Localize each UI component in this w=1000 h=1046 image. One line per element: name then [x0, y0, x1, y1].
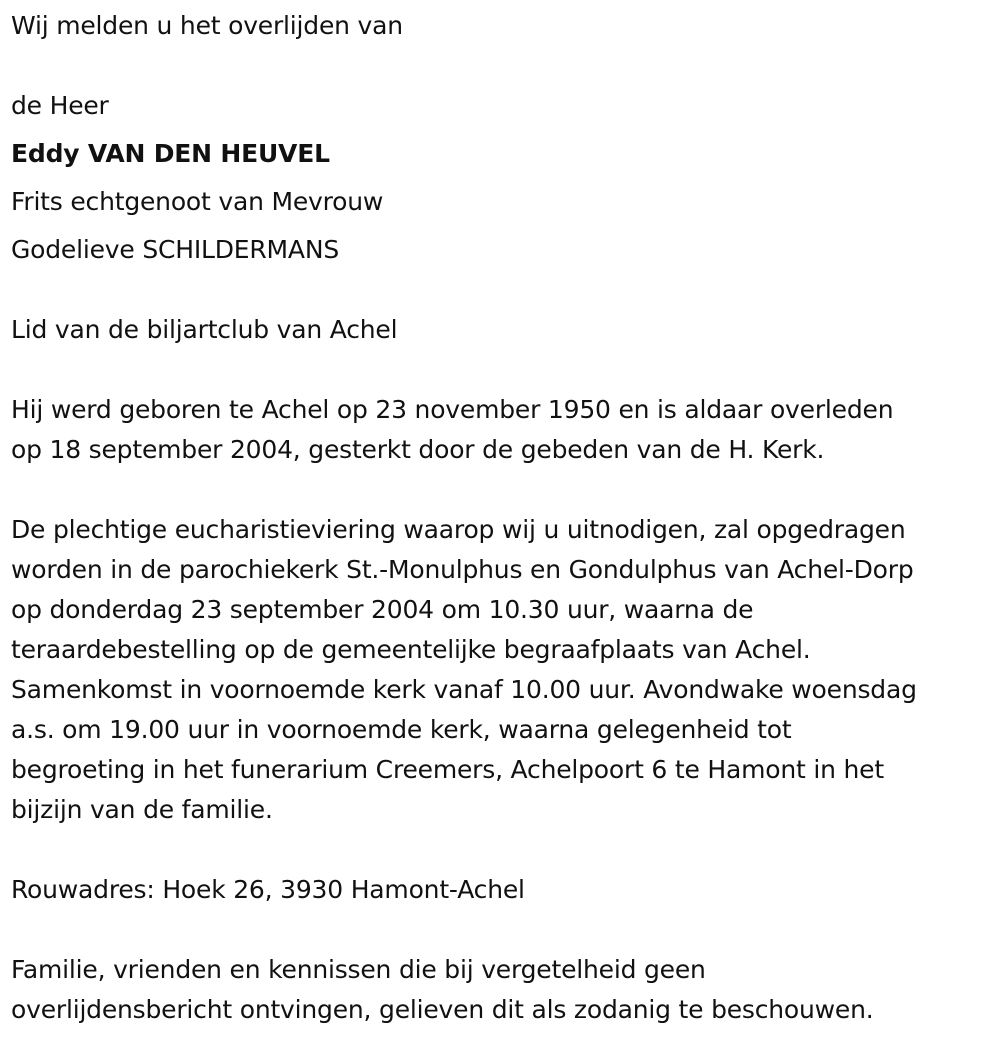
deceased-name: Eddy VAN DEN HEUVEL [11, 139, 330, 168]
paragraph-line: op 18 september 2004, gesterkt door de gebeden van de H. Kerk. [11, 435, 825, 464]
spouse-line-2: Godelieve SCHILDERMANS [11, 235, 339, 264]
spacer [11, 830, 991, 870]
paragraph-line: op donderdag 23 september 2004 om 10.30 uur, waarna de [11, 595, 754, 624]
intro-text: Wij melden u het overlijden van [11, 11, 403, 40]
paragraph-line: begroeting in het funerarium Creemers, Achelpoort 6 te Hamont in het [11, 755, 884, 784]
spouse-line-1: Frits echtgenoot van Mevrouw [11, 187, 384, 216]
paragraph-line: teraardebestelling op de gemeentelijke begraafplaats van Achel. [11, 635, 811, 664]
paragraph-line: De plechtige eucharistieviering waarop wij u uitnodigen, zal opgedragen [11, 515, 906, 544]
paragraph-line: Hij werd geboren te Achel op 23 november 1950 en is aldaar overleden [11, 395, 894, 424]
closing-paragraph [11, 950, 991, 1030]
membership-text: Lid van de biljartclub van Achel [11, 315, 398, 344]
spacer [11, 470, 991, 510]
paragraph-line: Familie, vrienden en kennissen die bij vergetelheid geen [11, 955, 706, 984]
spacer [11, 46, 991, 86]
death-notice [11, 0, 991, 1030]
spacer [11, 910, 991, 950]
paragraph-line: overlijdensbericht ontvingen, gelieven dit als zodanig te beschouwen. [11, 995, 874, 1024]
ceremony-paragraph [11, 510, 991, 830]
honorific: de Heer [11, 91, 109, 120]
spacer [11, 350, 991, 390]
paragraph-line: Samenkomst in voornoemde kerk vanaf 10.00 uur. Avondwake woensdag [11, 675, 917, 704]
birth-death-paragraph [11, 390, 991, 470]
paragraph-line: worden in de parochiekerk St.-Monulphus en Gondulphus van Achel-Dorp [11, 555, 914, 584]
spacer [11, 270, 991, 310]
paragraph-line: bijzijn van de familie. [11, 795, 273, 824]
paragraph-line: a.s. om 19.00 uur in voornoemde kerk, waarna gelegenheid tot [11, 715, 792, 744]
mourning-address: Rouwadres: Hoek 26, 3930 Hamont-Achel [11, 875, 525, 904]
